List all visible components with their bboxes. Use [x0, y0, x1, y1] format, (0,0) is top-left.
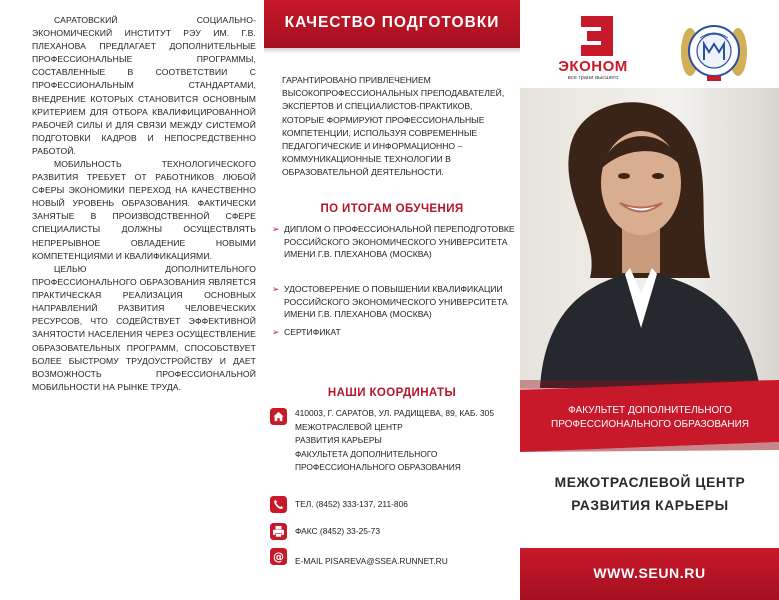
email-text: E-MAIL PISAREVA@SSEA.RUNNET.RU	[295, 556, 448, 566]
intro-paragraph-text: САРАТОВСКИЙ СОЦИАЛЬНО-ЭКОНОМИЧЕСКИЙ ИНСТИТУТ РЭУ ИМ. Г.В. ПЛЕХАНОВА ПРЕДЛАГАЕТ ДОПОЛНИТЕЛЬНЫЕ ПРОФЕССИОНАЛЬНЫЕ ПРОГРАММЫ, СОСТАВЛЕННЫЕ В СООТВЕТСТВИИ С ПРОФЕССИОНАЛЬНЫМ СТАНДАРТАМИ, ВНЕДРЕНИЕ КОТОРЫХ СТАНОВИТСЯ ОСНОВНЫМ КРИТЕРИЕМ ДЛЯ ОТБОРА КВАЛИФИЦИРОВАННОЙ РАБОЧЕЙ СИЛЫ И ДЛЯ СВЯЗИ МЕЖДУ СИСТЕМОЙ ПОДГОТОВКИ КАДРОВ И НЕПОСРЕДСТВЕННО РАБОТОЙ.	[32, 15, 256, 156]
address-line: ФАКУЛЬТЕТА ДОПОЛНИТЕЛЬНОГО	[295, 448, 438, 459]
mobility-paragraph-text: МОБИЛЬНОСТЬ ТЕХНОЛОГИЧЕСКОГО РАЗВИТИЯ ТРЕБУЕТ ОТ РАБОТНИКОВ ЛЮБОЙ СФЕРЫ ЭКОНОМИКИ ПЕРЕХОД НА КАЧЕСТВЕННО НОВЫЙ УРОВЕНЬ ОБРАЗОВАНИЯ. ФАКТИЧЕСКИ ЗАНЯТЫЕ В ПРОИЗВОДСТВЕННОЙ СФЕРЕ СПЕЦИАЛИСТЫ ДОЛЖНЫ ОСУЩЕСТВЛЯТЬ НЕПРЕРЫВНОЕ ОВЛАДЕНИЕ НОВЫМИ КОМПЕТЕНЦИЯМИ И КВАЛИФИКАЦИЯМИ.	[32, 159, 256, 261]
bullet-arrow-icon: ➢	[272, 284, 280, 294]
fax-icon	[270, 523, 287, 540]
banner-shadow	[264, 48, 520, 54]
email-at-icon	[270, 548, 287, 565]
result-item-text: СЕРТИФИКАТ	[284, 327, 341, 337]
goal-paragraph	[32, 263, 256, 394]
bullet-arrow-icon: ➢	[272, 327, 280, 337]
address-line: РАЗВИТИЯ КАРЬЕРЫ	[295, 435, 382, 445]
address-line: 410003, Г. САРАТОВ, УЛ. РАДИЩЕВА, 89, КАБ. 305	[295, 408, 494, 418]
left-column	[0, 0, 260, 600]
econom-logo-icon	[577, 14, 617, 58]
fax-text: ФАКС (8452) 33-25-73	[295, 526, 380, 536]
goal-paragraph-text: ЦЕЛЬЮ ДОПОЛНИТЕЛЬНОГО ПРОФЕССИОНАЛЬНОГО ОБРАЗОВАНИЯ ЯВЛЯЕТСЯ ПРАКТИЧЕСКАЯ РЕАЛИЗАЦИЯ ОСНОВНЫХ НАПРАВЛЕНИЙ РАЗВИТИЯ ЧЕЛОВЕЧЕСКИХ РЕСУРСОВ, ЧТО СОДЕЙСТВУЕТ ЭФФЕКТИВНОЙ ЗАНЯТОСТИ НАСЕЛЕНИЯ ЧЕРЕЗ ОСУЩЕСТВЛЕНИЕ ОБРАЗОВАТЕЛЬНЫХ ПРОГРАММ, СПОСОБСТВУЕТ БОЛЕЕ БЫСТРОМУ ТРУДОУСТРОЙСТВУ И ДАЕТ ВОЗМОЖНОСТЬ ПРОФЕССИОНАЛЬНОЙ МОБИЛЬНОСТИ НА РЫНКЕ ТРУДА.	[32, 264, 256, 392]
center-title-line: РАЗВИТИЯ КАРЬЕРЫ	[571, 498, 729, 513]
result-item-text: УДОСТОВЕРЕНИЕ О ПОВЫШЕНИИ КВАЛИФИКАЦИИ РОССИЙСКОГО ЭКОНОМИЧЕСКОГО УНИВЕРСИТЕТА ИМЕНИ Г.В. ПЛЕХАНОВА (МОСКВА)	[284, 284, 508, 319]
result-item-text: ДИПЛОМ О ПРОФЕССИОНАЛЬНОЙ ПЕРЕПОДГОТОВКЕ РОССИЙСКОГО ЭКОНОМИЧЕСКОГО УНИВЕРСИТЕТА ИМЕНИ Г.В. ПЛЕХАНОВА (МОСКВА)	[284, 224, 515, 259]
result-item-certificate-of-training	[272, 283, 516, 321]
center-title-line: МЕЖОТРАСЛЕВОЙ ЦЕНТР	[554, 475, 746, 490]
center-title	[528, 471, 772, 517]
results-title: ПО ИТОГАМ ОБУЧЕНИЯ	[320, 203, 464, 215]
faculty-name: ФАКУЛЬТЕТ ДОПОЛНИТЕЛЬНОГО ПРОФЕССИОНАЛЬНОГО ОБРАЗОВАНИЯ	[551, 405, 749, 430]
website-link[interactable]: WWW.SEUN.RU	[593, 565, 706, 581]
intro-paragraph	[32, 14, 256, 158]
address-line: ПРОФЕССИОНАЛЬНОГО ОБРАЗОВАНИЯ	[295, 462, 461, 472]
contacts-title: НАШИ КООРДИНАТЫ	[327, 387, 457, 399]
phone-icon	[270, 496, 287, 513]
result-item-diploma	[272, 223, 516, 261]
quality-text: ГАРАНТИРОВАНО ПРИВЛЕЧЕНИЕМ ВЫСОКОПРОФЕССИОНАЛЬНЫХ ПРЕПОДАВАТЕЛЕЙ, ЭКСПЕРТОВ И СПЕЦИАЛИСТОВ-ПРАКТИКОВ, КОТОРЫЕ ФОРМИРУЮТ ПРОФЕССИОНАЛЬНЫЕ КОМПЕТЕНЦИИ, ИСПОЛЬЗУЯ СОВРЕМЕННЫЕ ПЕДАГОГИЧЕСКИЕ И ИНФОРМАЦИОННО – КОММУНИКАЦИОННЫЕ ТЕХНОЛОГИИ В ОБРАЗОВАТЕЛЬНОЙ ДЕЯТЕЛЬНОСТИ.	[282, 75, 505, 178]
quality-banner: КАЧЕСТВО ПОДГОТОВКИ	[264, 0, 520, 48]
house-icon	[270, 408, 287, 425]
econom-logo-word: ЭКОНОМ	[558, 58, 628, 75]
university-emblem-icon	[676, 16, 752, 86]
bullet-arrow-icon: ➢	[272, 224, 280, 234]
woman-portrait-image	[520, 88, 779, 388]
address-block	[295, 407, 517, 475]
mobility-paragraph	[32, 158, 256, 263]
svg-text:@: @	[272, 550, 285, 564]
phone-text: ТЕЛ. (8452) 333-137, 211-806	[295, 499, 408, 509]
result-item-certificate	[272, 326, 516, 339]
econom-logo-tagline: все грани высшего	[567, 75, 619, 81]
address-line: МЕЖОТРАСЛЕВОЙ ЦЕНТР	[295, 421, 403, 432]
